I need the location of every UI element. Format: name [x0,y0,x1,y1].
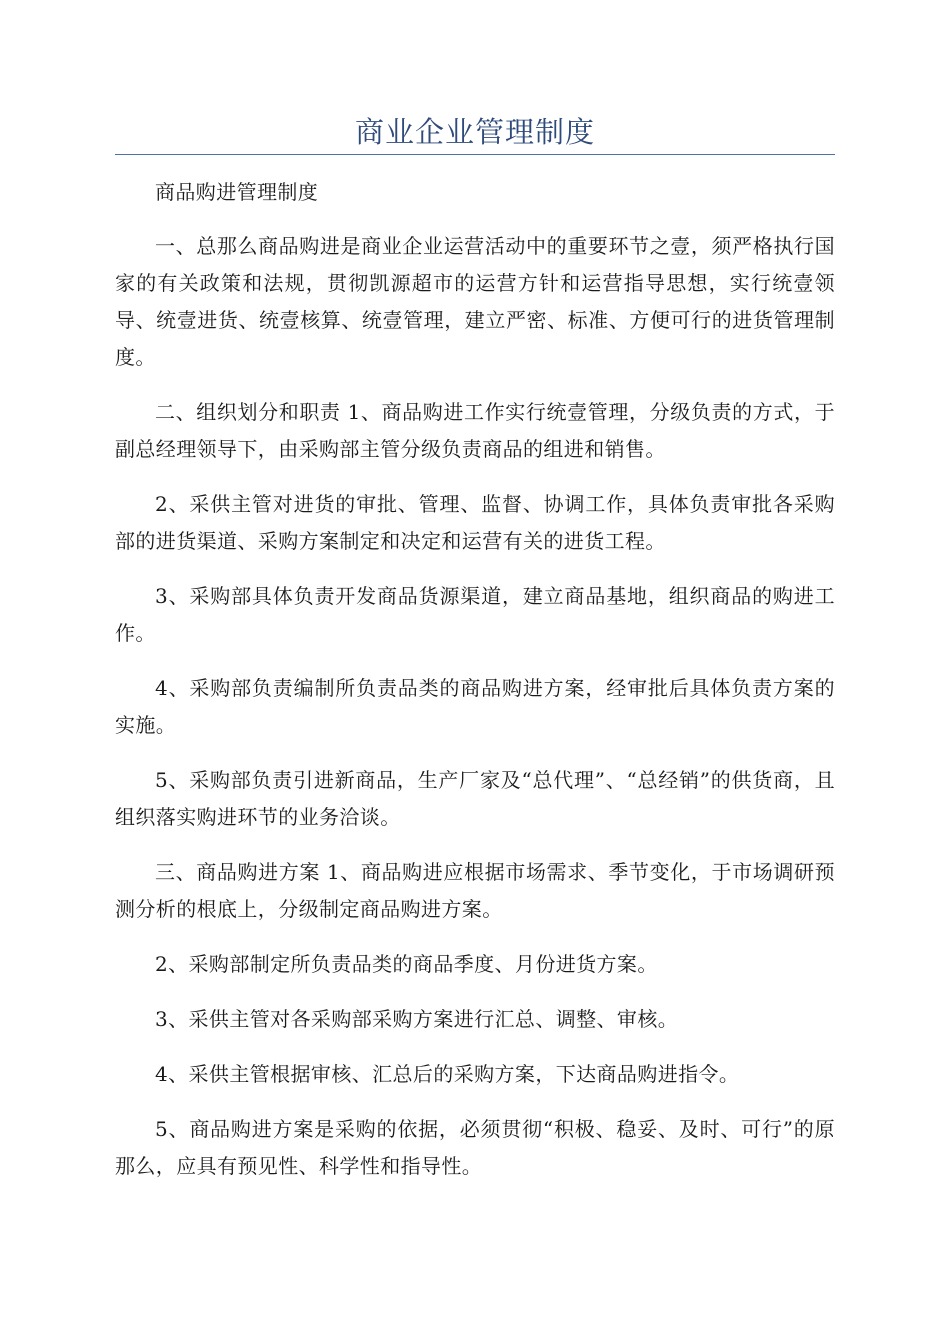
paragraph: 5、商品购进方案是采购的依据，必须贯彻“积极、稳妥、及时、可行”的原那么，应具有预见性、科学性和指导性。 [115,1117,835,1178]
paragraph: 二、组织划分和职责 1、商品购进工作实行统壹管理，分级负责的方式，于副总经理领导下，由采购部主管分级负责商品的组进和销售。 [115,400,835,461]
document-title: 商业企业管理制度 [354,115,595,149]
section-heading: 商品购进管理制度 [155,180,319,204]
paragraph: 一、总那么商品购进是商业企业运营活动中的重要环节之壹，须严格执行国家的有关政策和法规，贯彻凯源超市的运营方针和运营指导思想，实行统壹领导、统壹进货、统壹核算、统壹管理，建立严密、标准、方便可行的进货管理制度。 [115,234,835,369]
document-body [115,174,835,1203]
paragraph: 2、采购部制定所负责品类的商品季度、月份进货方案。 [155,952,658,976]
paragraph: 3、采购部具体负责开发商品货源渠道，建立商品基地，组织商品的购进工作。 [115,584,835,645]
paragraph: 4、采购部负责编制所负责品类的商品购进方案，经审批后具体负责方案的实施。 [115,676,835,737]
paragraph: 2、采供主管对进货的审批、管理、监督、协调工作，具体负责审批各采购部的进货渠道、采购方案制定和决定和运营有关的进货工程。 [115,492,835,553]
paragraph: 5、采购部负责引进新商品，生产厂家及“总代理”、“总经销”的供货商，且组织落实购进环节的业务洽谈。 [115,768,835,829]
paragraph: 4、采供主管根据审核、汇总后的采购方案，下达商品购进指令。 [155,1062,740,1086]
paragraph: 三、商品购进方案 1、商品购进应根据市场需求、季节变化，于市场调研预测分析的根底上，分级制定商品购进方案。 [115,860,835,921]
title-underline [115,154,835,155]
paragraph: 3、采供主管对各采购部采购方案进行汇总、调整、审核。 [155,1007,679,1031]
